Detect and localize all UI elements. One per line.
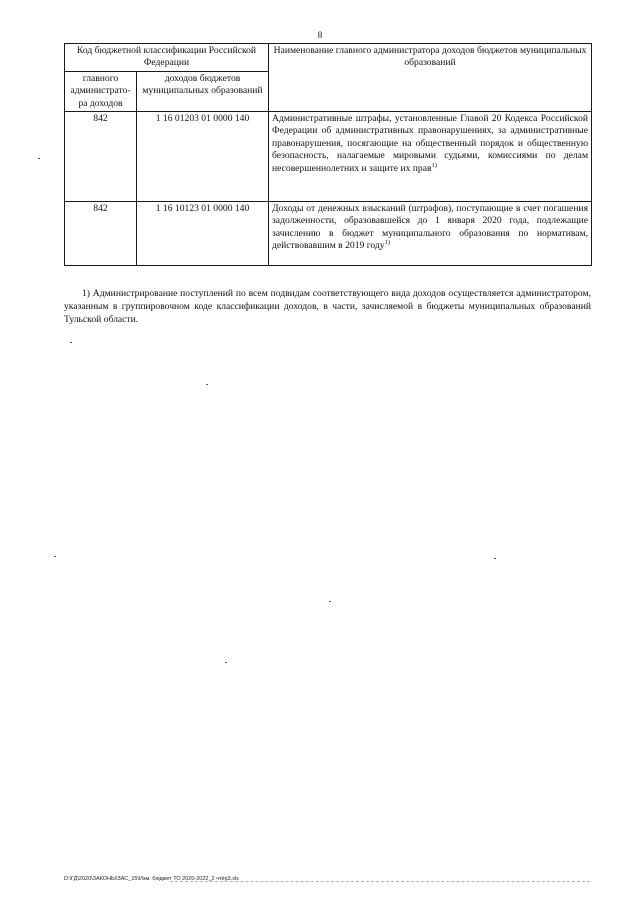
scan-speck (494, 558, 496, 559)
scan-speck (329, 601, 331, 602)
admin-code-cell: 842 (65, 202, 137, 266)
name-column-header: Наименование главного администратора доходов бюджетов муниципальных образований (269, 44, 592, 112)
page-number: 8 (317, 30, 323, 40)
revenue-column-header: доходов бюджетов муниципальных образований (137, 71, 269, 111)
footer-line (170, 881, 590, 882)
revenue-code-cell: 1 16 01203 01 0000 140 (137, 112, 269, 202)
table-row (65, 112, 592, 202)
scan-speck (206, 384, 208, 385)
revenue-name-text: Доходы от денежных взысканий (штрафов), поступающие в счет погашения задолженности, образовавшейся до 1 января 2020 года, подлежащие зачислению в бюджет муниципального образования по нормативам, действовавшим в 2019 году (272, 203, 589, 252)
scan-speck (70, 342, 72, 343)
file-path-footer: D:\ГД\2020\ЗАКОНЫ\ЗАС_15\Изм. бюджет ТО 2020-2022_2 чтёр3.xls (64, 876, 239, 882)
table-row (65, 202, 592, 266)
table-header-row (65, 44, 592, 72)
revenue-administrators-table (64, 43, 592, 266)
scan-speck (225, 662, 227, 663)
revenue-name-text: Административные штрафы, установленные Главой 20 Кодекса Российской Федерации об административных правонарушениях, за административные правонарушения, посягающие на общественный порядок и общественную безопасность, налагаемые мировыми судьями, комиссиями по делам несовершеннолетних и защите их прав (272, 113, 589, 174)
revenue-name-cell (269, 202, 592, 266)
scan-speck (38, 158, 40, 159)
admin-code-cell: 842 (65, 112, 137, 202)
footnote-mark: 1) (431, 161, 437, 169)
revenue-name-cell (269, 112, 592, 202)
code-group-header: Код бюджетной классификации Российской Федерации (65, 44, 269, 72)
footnote-text: 1) Администрирование поступлений по всем подвидам соответствующего вида доходов осуществляется администратором, указанным в группировочном коде классификации доходов, в части, зачисляемой в бюджеты муниципальных образований Тульской области. (64, 288, 591, 325)
footnote-mark: 1) (384, 239, 391, 247)
scan-speck (54, 556, 56, 557)
admin-column-header: главного администрато-ра доходов (65, 71, 137, 111)
revenue-code-cell: 1 16 10123 01 0000 140 (137, 202, 269, 266)
